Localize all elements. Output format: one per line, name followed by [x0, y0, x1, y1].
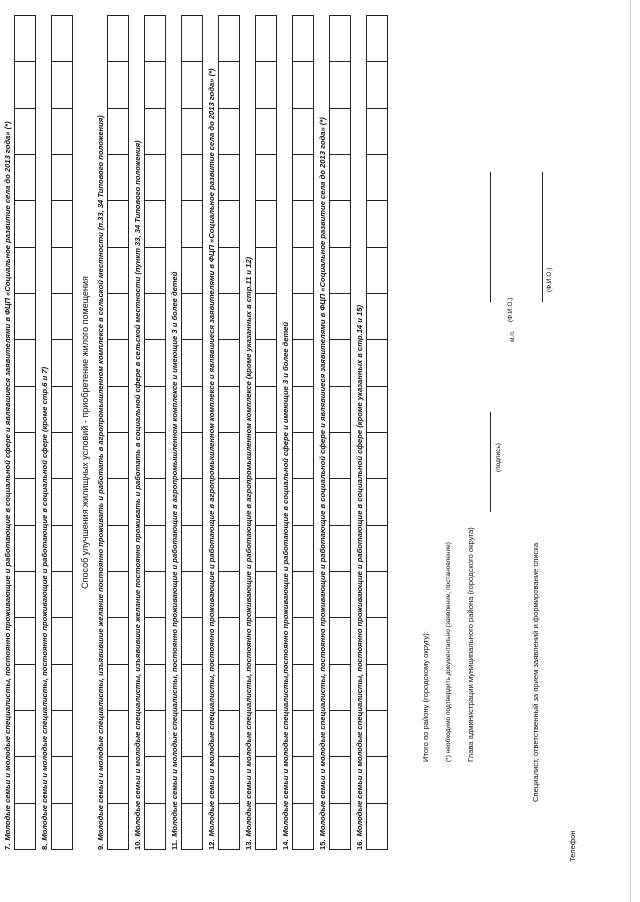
table-cell[interactable] — [293, 155, 313, 201]
table-cell[interactable] — [367, 248, 387, 294]
table-cell[interactable] — [293, 433, 313, 479]
section-text: Молодые семьи и молодые специалисты, постоянно проживающие и работающие в социальной сфере (кроме указанных в стр.14 и 15) — [355, 305, 364, 837]
table-cell[interactable] — [52, 294, 72, 340]
table-cell[interactable] — [256, 16, 276, 62]
section-number: 11. — [170, 839, 179, 850]
section-title-13 — [242, 15, 255, 850]
table-cell[interactable] — [367, 526, 387, 572]
table-cell[interactable] — [367, 804, 387, 849]
table-row — [144, 15, 166, 850]
table-cell[interactable] — [15, 804, 35, 849]
table-cell[interactable] — [293, 201, 313, 247]
table-cell[interactable] — [15, 340, 35, 386]
table-cell[interactable] — [367, 387, 387, 433]
table-cell[interactable] — [182, 155, 202, 201]
section-title-15 — [316, 15, 329, 850]
section-title-8 — [38, 15, 51, 850]
section-title-11 — [168, 15, 181, 850]
table-cell[interactable] — [219, 201, 239, 247]
table-cell[interactable] — [293, 757, 313, 803]
table-cell[interactable] — [108, 16, 128, 62]
table-cell[interactable] — [330, 387, 350, 433]
section-title-9 — [94, 15, 107, 850]
table-cell[interactable] — [219, 433, 239, 479]
table-cell[interactable] — [367, 340, 387, 386]
table-cell[interactable] — [52, 433, 72, 479]
table-cell[interactable] — [293, 804, 313, 849]
table-cell[interactable] — [219, 757, 239, 803]
table-cell[interactable] — [145, 62, 165, 108]
table-cell[interactable] — [182, 757, 202, 803]
table-cell[interactable] — [182, 62, 202, 108]
total-label: Итого по району (городскому округу): — [421, 631, 430, 762]
table-cell[interactable] — [219, 294, 239, 340]
table-cell[interactable] — [182, 711, 202, 757]
table-cell[interactable] — [15, 294, 35, 340]
table-cell[interactable] — [367, 711, 387, 757]
table-cell[interactable] — [52, 618, 72, 664]
table-cell[interactable] — [256, 109, 276, 155]
table-cell[interactable] — [256, 248, 276, 294]
table-cell[interactable] — [52, 387, 72, 433]
table-cell[interactable] — [15, 155, 35, 201]
table-cell[interactable] — [293, 340, 313, 386]
fio-line-2 — [542, 172, 543, 302]
table-cell[interactable] — [108, 155, 128, 201]
section-text: Молодые семьи и молодые специалисты, постоянно проживающие и работающие в агропромышленном комплексе (кроме указанных в стр.11 и 12) — [244, 256, 253, 837]
section-title-10 — [131, 15, 144, 850]
section-number: 13. — [244, 839, 253, 850]
table-row — [292, 15, 314, 850]
section-title-7 — [1, 15, 14, 850]
table-cell[interactable] — [52, 665, 72, 711]
table-cell[interactable] — [182, 618, 202, 664]
table-cell[interactable] — [52, 804, 72, 849]
table-row — [255, 15, 277, 850]
table-cell[interactable] — [330, 711, 350, 757]
table-cell[interactable] — [330, 16, 350, 62]
table-cell[interactable] — [219, 711, 239, 757]
table-cell[interactable] — [108, 433, 128, 479]
table-cell[interactable] — [15, 618, 35, 664]
section-number: 12. — [207, 839, 216, 850]
footnote: (*) необходимо подтвердить документально (заявление, постановление) — [445, 542, 452, 762]
table-cell[interactable] — [256, 62, 276, 108]
table-cell[interactable] — [330, 433, 350, 479]
page-edge — [630, 0, 631, 902]
signature-label: (подпись) — [495, 443, 502, 472]
table-cell[interactable] — [219, 387, 239, 433]
table-cell[interactable] — [145, 526, 165, 572]
table-cell[interactable] — [219, 155, 239, 201]
table-cell[interactable] — [367, 757, 387, 803]
table-cell[interactable] — [256, 572, 276, 618]
stamp-label: м.п. — [509, 330, 516, 342]
table-cell[interactable] — [367, 62, 387, 108]
table-cell[interactable] — [330, 62, 350, 108]
table-cell[interactable] — [52, 757, 72, 803]
section-title-16 — [353, 15, 366, 850]
table-row — [366, 15, 388, 850]
table-cell[interactable] — [367, 294, 387, 340]
table-cell[interactable] — [15, 109, 35, 155]
table-cell[interactable] — [15, 433, 35, 479]
section-number: 10. — [133, 839, 142, 850]
table-cell[interactable] — [293, 526, 313, 572]
section-heading: Способ улучшения жилищных условий - приобретение жилого помещения — [80, 276, 90, 589]
table-cell[interactable] — [330, 479, 350, 525]
table-cell[interactable] — [145, 155, 165, 201]
section-text: Молодые семьи и молодые специалисты, постоянно проживающие и работающие в социальной сфере и являвшиеся заявителями в ФЦП «Социальное развитие села до 2013 года» (*) — [3, 121, 12, 841]
table-cell[interactable] — [367, 155, 387, 201]
table-cell[interactable] — [219, 804, 239, 849]
table-cell[interactable] — [256, 757, 276, 803]
table-cell[interactable] — [256, 155, 276, 201]
fio-line-1 — [490, 172, 491, 302]
section-number: 7. — [3, 843, 12, 850]
table-cell[interactable] — [256, 618, 276, 664]
table-cell[interactable] — [145, 387, 165, 433]
table-cell[interactable] — [182, 109, 202, 155]
table-cell[interactable] — [256, 294, 276, 340]
table-cell[interactable] — [219, 16, 239, 62]
table-cell[interactable] — [367, 665, 387, 711]
table-cell[interactable] — [52, 62, 72, 108]
table-cell[interactable] — [15, 479, 35, 525]
section-text: Молодые семьи и молодые специалисты, изъявившие желание постоянно проживать и работать в агропромышленном комплексе в сельской местности (п.33, 34 Типового положения) — [96, 115, 105, 841]
table-cell[interactable] — [52, 479, 72, 525]
table-cell[interactable] — [330, 201, 350, 247]
section-text: Молодые семьи и молодые специалисты, постоянно проживающие и работающие в агропромышленном комплексе и имеющие 3 и более детей — [170, 271, 179, 837]
table-cell[interactable] — [52, 155, 72, 201]
table-cell[interactable] — [15, 62, 35, 108]
section-text: Молодые семьи и молодые специалисты,постоянно проживающие и работающие в социальной сфере и имеющие 3 и более детей — [281, 322, 290, 837]
section-text: Молодые семьи и молодые специалисты, постоянно проживающие и работающие в социальной сфере и являвшиеся заявителями в ФЦП «Социальное развитие села до 2013 года» (*) — [318, 117, 327, 837]
table-cell[interactable] — [108, 201, 128, 247]
table-cell[interactable] — [330, 526, 350, 572]
table-cell[interactable] — [108, 526, 128, 572]
table-cell[interactable] — [145, 618, 165, 664]
table-cell[interactable] — [145, 201, 165, 247]
table-cell[interactable] — [145, 479, 165, 525]
table-cell[interactable] — [256, 340, 276, 386]
table-cell[interactable] — [256, 387, 276, 433]
table-cell[interactable] — [367, 109, 387, 155]
table-row — [51, 15, 73, 850]
table-cell[interactable] — [330, 294, 350, 340]
table-cell[interactable] — [108, 665, 128, 711]
table-cell[interactable] — [15, 711, 35, 757]
table-cell[interactable] — [52, 201, 72, 247]
table-cell[interactable] — [219, 340, 239, 386]
table-cell[interactable] — [15, 387, 35, 433]
section-text: Молодые семьи и молодые специалисты, постоянно проживающие и работающие в агропромышленном комплексе и являвшиеся заявителями в ФЦП «Социальное развитие села до 2013 года» (*) — [207, 68, 216, 837]
table-cell[interactable] — [15, 572, 35, 618]
table-cell[interactable] — [108, 340, 128, 386]
table-cell[interactable] — [330, 757, 350, 803]
table-cell[interactable] — [367, 618, 387, 664]
table-cell[interactable] — [219, 618, 239, 664]
table-cell[interactable] — [330, 618, 350, 664]
table-cell[interactable] — [293, 62, 313, 108]
table-cell[interactable] — [293, 109, 313, 155]
table-cell[interactable] — [293, 618, 313, 664]
table-cell[interactable] — [219, 62, 239, 108]
table-row — [218, 15, 240, 850]
table-cell[interactable] — [330, 109, 350, 155]
table-cell[interactable] — [145, 433, 165, 479]
table-cell[interactable] — [256, 711, 276, 757]
table-cell[interactable] — [15, 248, 35, 294]
table-cell[interactable] — [182, 16, 202, 62]
table-cell[interactable] — [367, 201, 387, 247]
head-label: Глава администрации муниципального района (городского округа) — [466, 527, 475, 762]
section-number: 9. — [96, 843, 105, 850]
table-cell[interactable] — [145, 294, 165, 340]
table-cell[interactable] — [108, 479, 128, 525]
table-cell[interactable] — [367, 433, 387, 479]
table-cell[interactable] — [330, 665, 350, 711]
table-row — [329, 15, 351, 850]
table-cell[interactable] — [219, 479, 239, 525]
table-cell[interactable] — [219, 572, 239, 618]
table-cell[interactable] — [293, 294, 313, 340]
section-title-12 — [205, 15, 218, 850]
table-cell[interactable] — [52, 109, 72, 155]
phone-label: Телефон — [568, 830, 577, 862]
fio-label-2: (Ф.И.О.) — [546, 267, 553, 292]
table-cell[interactable] — [145, 16, 165, 62]
table-cell[interactable] — [52, 711, 72, 757]
table-cell[interactable] — [182, 433, 202, 479]
table-cell[interactable] — [330, 572, 350, 618]
table-cell[interactable] — [52, 526, 72, 572]
specialist-label: Специалист, ответственный за прием заявлений и формирование списка — [531, 542, 540, 802]
table-cell[interactable] — [182, 248, 202, 294]
table-cell[interactable] — [182, 572, 202, 618]
table-cell[interactable] — [108, 711, 128, 757]
table-cell[interactable] — [330, 248, 350, 294]
signature-line — [490, 412, 491, 512]
table-cell[interactable] — [293, 665, 313, 711]
table-cell[interactable] — [145, 804, 165, 849]
table-row — [107, 15, 129, 850]
table-cell[interactable] — [15, 201, 35, 247]
table-cell[interactable] — [108, 804, 128, 849]
table-cell[interactable] — [256, 433, 276, 479]
table-cell[interactable] — [219, 248, 239, 294]
table-cell[interactable] — [182, 201, 202, 247]
table-cell[interactable] — [293, 248, 313, 294]
table-cell[interactable] — [108, 572, 128, 618]
table-cell[interactable] — [367, 572, 387, 618]
table-cell[interactable] — [182, 387, 202, 433]
table-cell[interactable] — [15, 526, 35, 572]
table-cell[interactable] — [293, 387, 313, 433]
table-cell[interactable] — [182, 665, 202, 711]
table-cell[interactable] — [108, 387, 128, 433]
table-cell[interactable] — [256, 526, 276, 572]
table-cell[interactable] — [367, 16, 387, 62]
section-text: Молодые семьи и молодые специалисты, изъявившие желание постоянно проживать и работать в социальной сфере в сельской местности (пункт 33, 34 Типового положения) — [133, 140, 142, 837]
section-number: 16. — [355, 839, 364, 850]
section-title-14 — [279, 15, 292, 850]
table-cell[interactable] — [52, 16, 72, 62]
table-cell[interactable] — [145, 340, 165, 386]
table-cell[interactable] — [182, 479, 202, 525]
section-number: 14. — [281, 839, 290, 850]
table-cell[interactable] — [52, 340, 72, 386]
table-cell[interactable] — [145, 109, 165, 155]
table-cell[interactable] — [256, 665, 276, 711]
table-row — [181, 15, 203, 850]
table-cell[interactable] — [182, 526, 202, 572]
table-cell[interactable] — [108, 618, 128, 664]
fio-label-1: (Ф.И.О.) — [507, 297, 514, 322]
table-cell[interactable] — [15, 757, 35, 803]
table-cell[interactable] — [293, 16, 313, 62]
table-cell[interactable] — [15, 665, 35, 711]
table-cell[interactable] — [330, 155, 350, 201]
section-number: 15. — [318, 839, 327, 850]
table-cell[interactable] — [145, 711, 165, 757]
section-text: Молодые семьи и молодые специалисты, постоянно проживающие и работающие в социальной сфере (кроме стр.6 и 7) — [40, 366, 49, 841]
table-cell[interactable] — [108, 62, 128, 108]
table-cell[interactable] — [108, 109, 128, 155]
table-cell[interactable] — [108, 294, 128, 340]
table-cell[interactable] — [182, 804, 202, 849]
table-cell[interactable] — [367, 479, 387, 525]
table-cell[interactable] — [293, 572, 313, 618]
table-cell[interactable] — [219, 665, 239, 711]
table-cell[interactable] — [293, 711, 313, 757]
table-row — [14, 15, 36, 850]
table-cell[interactable] — [330, 804, 350, 849]
table-cell[interactable] — [52, 572, 72, 618]
table-cell[interactable] — [256, 479, 276, 525]
section-number: 8. — [40, 843, 49, 850]
table-cell[interactable] — [145, 572, 165, 618]
table-cell[interactable] — [108, 757, 128, 803]
table-cell[interactable] — [145, 665, 165, 711]
table-cell[interactable] — [52, 248, 72, 294]
table-cell[interactable] — [145, 757, 165, 803]
table-cell[interactable] — [219, 109, 239, 155]
table-cell[interactable] — [15, 16, 35, 62]
table-cell[interactable] — [330, 340, 350, 386]
table-cell[interactable] — [256, 201, 276, 247]
table-cell[interactable] — [256, 804, 276, 849]
table-cell[interactable] — [293, 479, 313, 525]
table-cell[interactable] — [182, 294, 202, 340]
table-cell[interactable] — [145, 248, 165, 294]
table-cell[interactable] — [219, 526, 239, 572]
table-cell[interactable] — [108, 248, 128, 294]
table-cell[interactable] — [182, 340, 202, 386]
